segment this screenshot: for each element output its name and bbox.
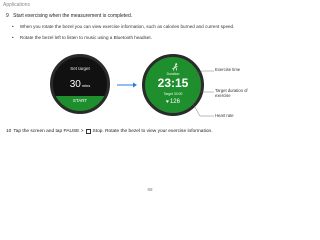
heart-rate-value: 126 — [169, 99, 180, 105]
start-button[interactable]: START — [53, 96, 107, 111]
bullet-text: Rotate the bezel left to listen to music using a Bluetooth headset. — [19, 35, 152, 40]
page-number: 68 — [147, 187, 153, 192]
step-number: 10 — [6, 129, 12, 134]
step-9 — [6, 13, 132, 19]
bullet-item — [12, 35, 152, 41]
step-number: 9 — [6, 13, 9, 19]
bullet-dot: • — [12, 35, 14, 40]
target-time-unit: mins — [81, 83, 91, 88]
bullet-dot: • — [12, 24, 14, 29]
callout-target-duration: Target duration of exercise — [215, 88, 248, 98]
heart-icon: ♥ — [166, 99, 169, 105]
step-text-after: . Rotate the bezel to view your exercise information. — [102, 129, 213, 134]
callout-exercise-time: Exercise time — [215, 67, 241, 72]
target-time-value: 30 — [69, 79, 81, 90]
running-icon — [171, 63, 179, 71]
arrow-right-icon — [117, 82, 137, 88]
bullet-item — [12, 24, 234, 30]
target-duration: Target 30:00 — [163, 92, 183, 96]
callout-heart-rate: Heart rate — [215, 113, 234, 118]
duration-label: Duration — [166, 72, 180, 76]
watch-set-target-screen — [50, 54, 110, 114]
set-target-label: Set target — [70, 66, 90, 71]
section-title: Applications — [3, 2, 30, 8]
step-text-before: Tap the screen and tap PAUSE > — [13, 129, 84, 134]
exercise-time: 23:15 — [157, 76, 189, 90]
stop-icon — [86, 129, 91, 134]
step-10 — [6, 129, 213, 134]
stop-label: Stop — [92, 129, 103, 134]
step-text: Start exercising when the measurement is completed. — [13, 13, 133, 19]
target-time — [53, 79, 107, 90]
bullet-text: When you rotate the bezel you can view exercise information, such as calories burned and current speed. — [19, 24, 235, 29]
